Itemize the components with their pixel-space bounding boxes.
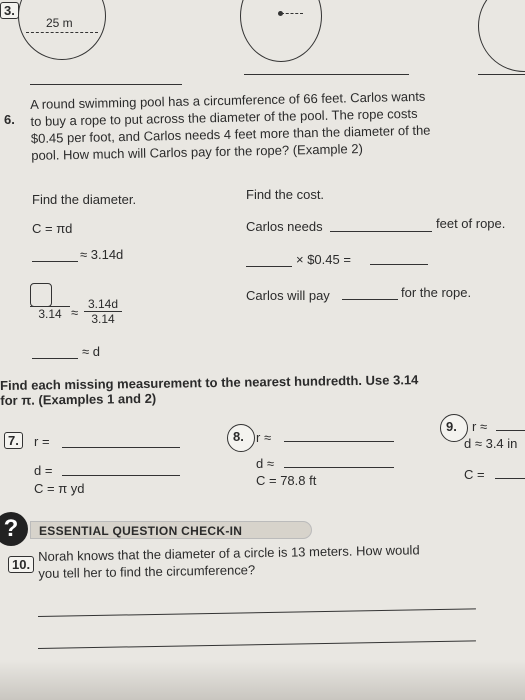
center-dot (278, 11, 283, 16)
fraction-right-denominator: 3.14 (91, 312, 115, 326)
circle-diagram-4 (240, 0, 322, 62)
feet-of-rope-label: feet of rope. (436, 216, 506, 231)
radius-dashed-line (281, 13, 303, 14)
problem-7-r: r = (34, 434, 50, 449)
problem-8-r: r ≈ (256, 430, 272, 445)
question-mark-icon: ? (0, 512, 28, 546)
problem-6-number: 6. (4, 112, 15, 127)
answer-blank-8-d[interactable] (284, 467, 394, 468)
problem-6-line-4: pool. How much will Carlos pay for the rope? (Example 2) (31, 141, 363, 163)
circle-label-3: 25 m (46, 16, 73, 30)
answer-line-3 (30, 84, 182, 85)
problem-8-number: 8. (233, 429, 244, 444)
answer-blank-8-r[interactable] (284, 441, 394, 442)
page-edge-shadow (0, 660, 525, 700)
problem-6-text (30, 88, 431, 164)
problem-9-d: d ≈ 3.4 in (464, 436, 518, 451)
times-cost-label: × $0.45 = (296, 252, 351, 267)
approx-d: ≈ d (82, 344, 100, 359)
problem-6-line-3: $0.45 per foot, and Carlos needs 4 feet more than the diameter of the (30, 122, 431, 146)
fraction-right (84, 297, 122, 326)
essential-question-banner: ESSENTIAL QUESTION CHECK-IN (30, 521, 312, 539)
problem-10-number: 10. (8, 556, 34, 573)
section-instructions (0, 372, 419, 408)
problem-6-line-2: to buy a rope to put across the diameter of the pool. The rope costs (30, 105, 418, 129)
problem-7-c: C = π yd (34, 481, 85, 496)
instructions-line-1: Find each missing measurement to the nearest hundredth. Use 3.14 (0, 372, 419, 393)
answer-line-10-b[interactable] (38, 640, 476, 649)
problem-7-number: 7. (4, 432, 23, 449)
answer-blank-pay[interactable] (342, 299, 398, 300)
circle-diagram-3 (18, 0, 106, 60)
fraction-right-numerator: 3.14d (87, 297, 119, 311)
problem-9-c: C = (464, 467, 485, 482)
problem-8-c: C = 78.8 ft (256, 473, 317, 488)
problem-9-number: 9. (446, 419, 457, 434)
answer-blank-9-r[interactable] (496, 430, 525, 431)
answer-blank-product[interactable] (370, 264, 428, 265)
circle-diagram-5 (478, 0, 525, 72)
diameter-dashed-line (26, 32, 98, 33)
problem-3-number: 3. (0, 2, 19, 19)
approx-3-14d: ≈ 3.14d (80, 247, 124, 262)
answer-line-5 (478, 74, 525, 75)
answer-blank-diameter[interactable] (32, 358, 78, 359)
carlos-will-pay-label: Carlos will pay (246, 288, 330, 303)
find-diameter-heading: Find the diameter. (32, 192, 137, 207)
answer-blank-feet[interactable] (330, 231, 432, 232)
problem-8-d: d ≈ (256, 456, 274, 471)
problem-7-d: d = (34, 463, 53, 478)
answer-blank-circumference[interactable] (32, 261, 78, 262)
problem-10-text (38, 541, 420, 582)
problem-10-line-1: Norah knows that the diameter of a circle is 13 meters. How would (38, 542, 420, 564)
carlos-needs-label: Carlos needs (246, 219, 323, 234)
answer-box[interactable] (30, 283, 52, 307)
answer-blank-7-d[interactable] (62, 475, 180, 476)
instructions-line-2: for π. (Examples 1 and 2) (0, 390, 157, 408)
problem-6-line-1: A round swimming pool has a circumference of 66 feet. Carlos wants (30, 88, 426, 112)
answer-blank-feet-times[interactable] (246, 266, 292, 267)
find-cost-heading: Find the cost. (246, 187, 325, 202)
answer-blank-7-r[interactable] (62, 447, 180, 448)
formula-c-pi-d: C = πd (32, 221, 73, 236)
answer-line-10-a[interactable] (38, 608, 476, 617)
answer-line-4 (244, 74, 409, 75)
problem-9-r: r ≈ (472, 419, 488, 434)
approx-symbol: ≈ (71, 305, 79, 320)
problem-10-line-2: you tell her to find the circumference? (38, 562, 256, 581)
fraction-left (30, 306, 70, 321)
answer-blank-9-c[interactable] (495, 478, 525, 479)
fraction-left-denominator: 3.14 (38, 307, 62, 321)
for-the-rope-label: for the rope. (401, 285, 472, 300)
